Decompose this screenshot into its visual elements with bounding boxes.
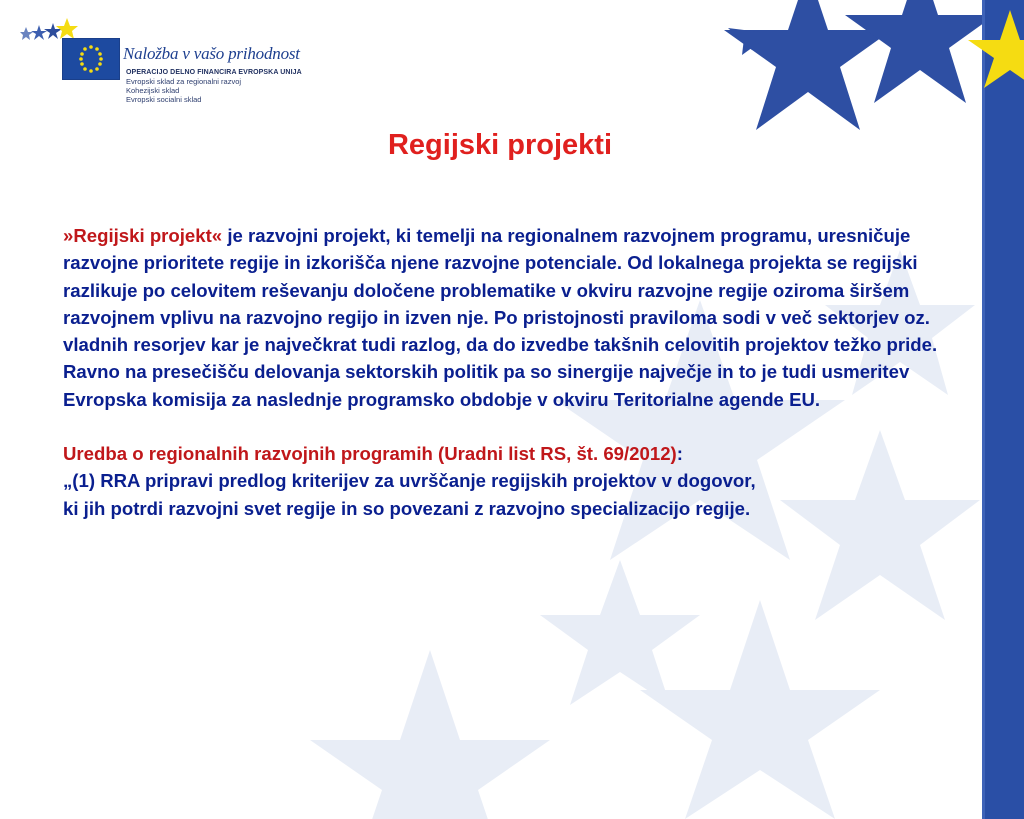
logo-line-4: Evropski socialni sklad	[126, 95, 202, 104]
faint-star-icon	[310, 650, 550, 819]
regulation-reference: Uredba o regionalnih razvojnih programih (Uradni list RS, št. 69/2012)	[63, 443, 677, 465]
slide-body	[63, 222, 963, 522]
paragraph-regulation	[63, 440, 963, 522]
regulation-line-2: ki jih potrdi razvojni svet regije in so povezani z razvojno specializacijo regije.	[63, 497, 751, 519]
star-icon	[845, 0, 995, 103]
regulation-line-1: „(1) RRA pripravi predlog kriterijev za uvrščanje regijskih projektov v dogovor,	[63, 470, 756, 492]
logo-line-1: OPERACIJO DELNO FINANCIRA EVROPSKA UNIJA	[126, 69, 302, 76]
logo-title: Naložba v vašo prihodnost	[123, 44, 300, 63]
eu-flag-icon	[62, 38, 120, 80]
definition-text: je razvojni projekt, ki temelji na regionalnem razvojnem programu, uresničuje razvojne prioritete regije in izkorišča njene razvojne potenciale. Od lokalnega projekta se regijski razlikuje po celovitem reševanju določene problematike v okviru razvojne regije oziroma širšem razvojnem vplivu na razvojno regijo in izven nje. Po pristojnosti praviloma sodi v več sektorjev oz. vladnih resorjev kar je največkrat tudi razlog, da do izvedbe takšnih celovitih projektov težko pride. Ravno na presečišču delovanja sektorskih politik pa so sinergije največje in to je tudi usmeritev Evropska komisija za naslednje programsko obdobje v okviru Teritorialne agende EU.	[63, 225, 938, 410]
faint-star-icon	[540, 560, 700, 705]
logo-line-2: Evropski sklad za regionalni razvoj	[126, 77, 242, 86]
regulation-colon: :	[676, 443, 683, 465]
paragraph-definition	[63, 222, 963, 413]
logo	[20, 12, 340, 112]
slide-title: Regijski projekti	[387, 129, 612, 161]
defined-term: »Regijski projekt«	[63, 225, 223, 246]
faint-star-icon	[640, 600, 880, 819]
logo-subtitle	[126, 68, 302, 104]
logo-line-3: Kohezijski sklad	[126, 86, 180, 95]
